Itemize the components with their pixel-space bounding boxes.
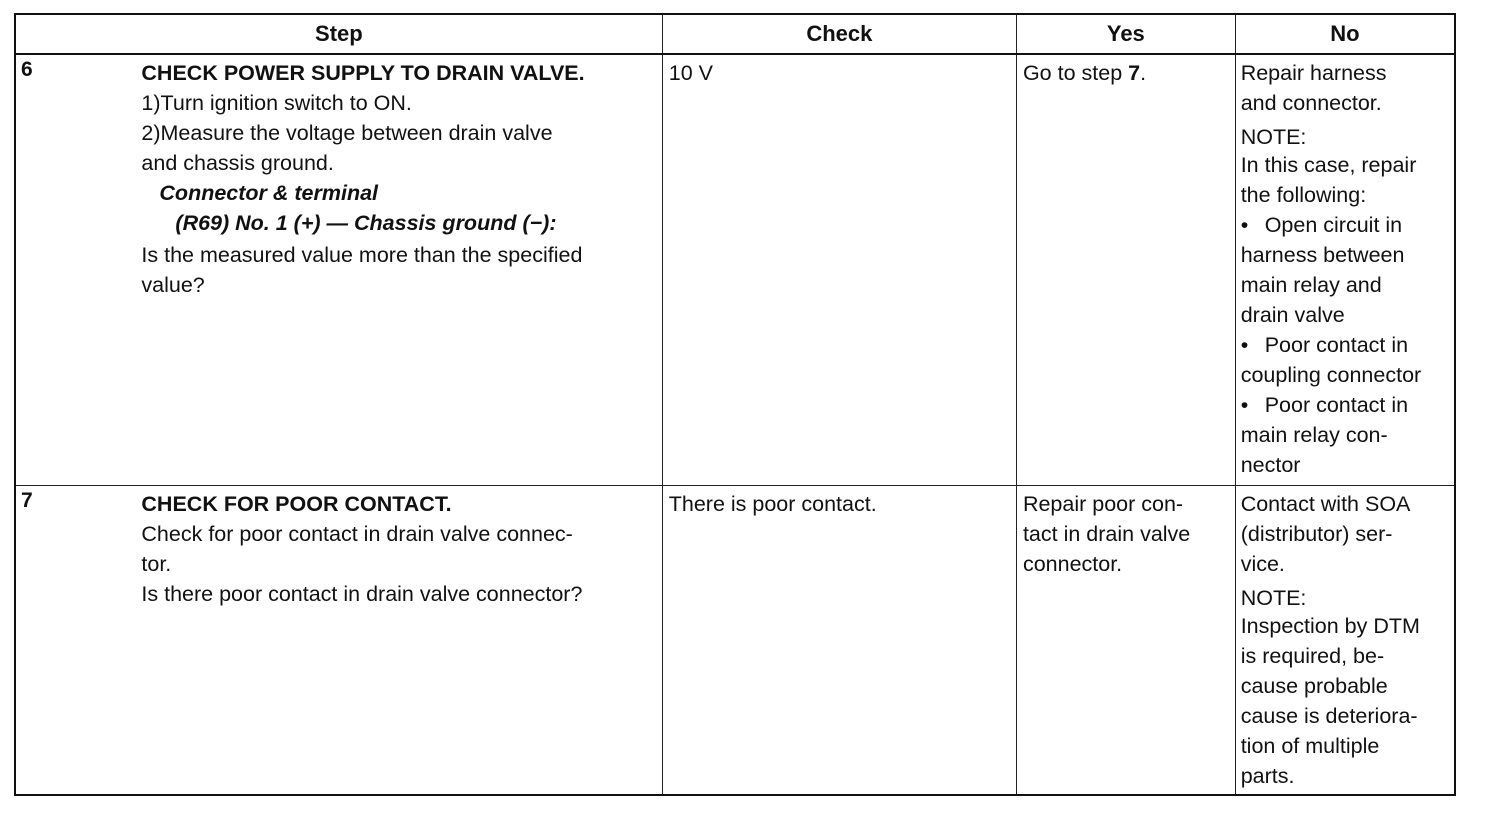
- header-row: [15, 14, 1455, 54]
- note-line: is required, be-: [1240, 643, 1385, 668]
- bullet-continuation: harness between: [1240, 243, 1405, 267]
- step-number: 6: [15, 54, 135, 485]
- no-line: (distributor) ser-: [1240, 521, 1393, 546]
- yes-line: tact in drain valve: [1022, 521, 1191, 546]
- yes-step-link: 7: [1128, 61, 1141, 85]
- step-number: 7: [15, 485, 135, 795]
- yes-line: connector.: [1022, 551, 1123, 576]
- no-cell: [1235, 485, 1455, 795]
- bullet-item: [1241, 210, 1450, 240]
- instruction-line: 2)Measure the voltage between drain valve: [141, 121, 553, 145]
- bullet-continuation: nector: [1240, 453, 1301, 477]
- bullet-icon: •: [1240, 333, 1249, 357]
- instruction-line: Is there poor contact in drain valve connector?: [141, 581, 583, 606]
- no-cell: [1235, 54, 1455, 485]
- yes-cell: [1016, 54, 1235, 485]
- bullet-continuation: coupling connector: [1240, 363, 1422, 387]
- instruction-line: Check for poor contact in drain valve connec-: [141, 521, 573, 546]
- bullet-continuation: drain valve: [1240, 303, 1345, 327]
- instruction-line: tor.: [141, 551, 172, 576]
- no-line: and connector.: [1240, 91, 1382, 115]
- bullet-icon: •: [1240, 393, 1249, 417]
- no-line: Contact with SOA: [1240, 491, 1411, 516]
- check-cell: [662, 485, 1016, 795]
- troubleshooting-table: [14, 13, 1456, 796]
- question-line: Is the measured value more than the specified: [141, 243, 583, 267]
- yes-suffix: .: [1140, 61, 1147, 85]
- check-value: 10 V: [668, 61, 713, 85]
- step-title: CHECK FOR POOR CONTACT.: [141, 491, 452, 516]
- table-row-step-7: [15, 485, 1455, 795]
- header-check: Check: [662, 14, 1016, 54]
- instruction-line: and chassis ground.: [141, 151, 334, 175]
- bullet-item: [1241, 390, 1450, 420]
- step-description: [135, 485, 662, 795]
- bullet-item: [1241, 330, 1450, 360]
- note-line: cause is deteriora-: [1240, 703, 1418, 728]
- note-heading: NOTE:: [1240, 585, 1307, 610]
- step-description: [135, 54, 662, 485]
- no-line: vice.: [1240, 551, 1285, 576]
- table-row-step-6: [15, 54, 1455, 485]
- question-line: value?: [141, 273, 205, 297]
- check-value: There is poor contact.: [668, 491, 877, 516]
- yes-prefix: Go to step: [1022, 61, 1129, 85]
- connector-label: Connector & terminal: [159, 181, 379, 205]
- no-line: Repair harness: [1240, 61, 1387, 85]
- bullet-icon: •: [1240, 213, 1249, 237]
- note-line: Inspection by DTM: [1240, 613, 1420, 638]
- yes-cell: [1016, 485, 1235, 795]
- bullet-text: Poor contact in: [1264, 333, 1409, 357]
- bullet-continuation: main relay con-: [1240, 423, 1388, 447]
- note-line: In this case, repair: [1240, 153, 1417, 177]
- bullet-text: Poor contact in: [1264, 393, 1409, 417]
- note-line: parts.: [1240, 763, 1295, 788]
- note-line: the following:: [1240, 183, 1367, 207]
- bullet-text: Open circuit in: [1264, 213, 1403, 237]
- header-no: No: [1235, 14, 1455, 54]
- note-line: tion of multiple: [1240, 733, 1380, 758]
- step-title: CHECK POWER SUPPLY TO DRAIN VALVE.: [141, 61, 585, 85]
- bullet-continuation: main relay and: [1240, 273, 1382, 297]
- header-step: Step: [15, 14, 662, 54]
- connector-terminal: (R69) No. 1 (+) — Chassis ground (−):: [175, 211, 557, 235]
- yes-line: Repair poor con-: [1022, 491, 1184, 516]
- note-heading: NOTE:: [1240, 125, 1307, 149]
- check-cell: [662, 54, 1016, 485]
- instruction-line: 1)Turn ignition switch to ON.: [141, 91, 412, 115]
- header-yes: Yes: [1016, 14, 1235, 54]
- note-line: cause probable: [1240, 673, 1388, 698]
